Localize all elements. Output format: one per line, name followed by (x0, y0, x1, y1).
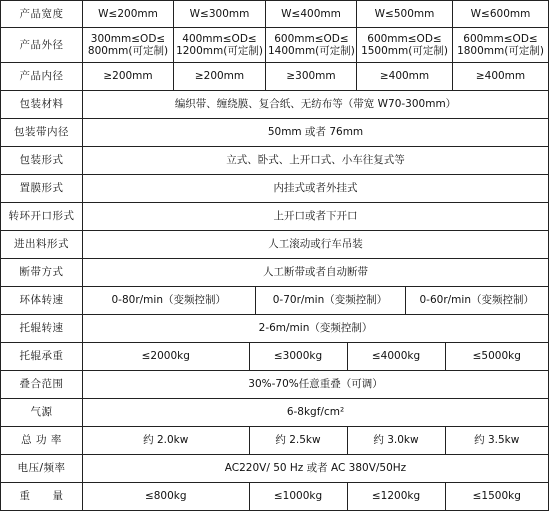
outer-line-1: 300mm≤OD≤ (90, 32, 166, 45)
cell-weight-2: ≤1000kg (249, 483, 347, 510)
row-air-source (1, 399, 549, 427)
cell-power-3: 约 3.0kw (347, 427, 445, 454)
row-label: 转环开口形式 (1, 203, 83, 231)
row-roller-load (1, 343, 549, 371)
row-label: 气源 (1, 399, 83, 427)
cell-inner-1: ≥200mm (83, 63, 174, 91)
total-power-subtable (83, 427, 548, 454)
cell-outer-4 (357, 28, 453, 63)
cell-roller-speed: 2-6m/min（变频控制） (83, 315, 549, 343)
row-label: 断带方式 (1, 259, 83, 287)
row-tape-inner-diameter (1, 119, 549, 147)
cell-width-1: W≤200mm (83, 1, 174, 28)
row-label: 环体转速 (1, 287, 83, 315)
cell-roller-load-1: ≤2000kg (141, 350, 190, 362)
cell-tape-cut: 人工断带或者自动断带 (83, 259, 549, 287)
weight-subtable (83, 483, 548, 510)
cell-ring-speed-1: 0-80r/min（变频控制） (111, 294, 226, 306)
row-product-width (1, 1, 549, 28)
row-ring-speed (1, 287, 549, 315)
cell-ring-speed-2: 0-70r/min（变频控制） (255, 287, 405, 314)
row-feed-form (1, 231, 549, 259)
row-weight (1, 483, 549, 511)
outer-line-1: 600mm≤OD≤ (463, 32, 538, 45)
row-label: 产品外径 (1, 28, 83, 63)
row-label: 置膜形式 (1, 175, 83, 203)
outer-line-1: 600mm≤OD≤ (367, 32, 442, 45)
cell-width-2: W≤300mm (174, 1, 266, 28)
cell-weight-1: ≤800kg (144, 490, 187, 502)
cell-outer-2 (174, 28, 266, 63)
roller-load-subtable (83, 343, 548, 370)
cell-packaging-form: 立式、卧式、上开口式、小车往复式等 (83, 147, 549, 175)
row-label: 包装带内径 (1, 119, 83, 147)
row-label: 托辊转速 (1, 315, 83, 343)
row-tape-cut (1, 259, 549, 287)
row-label: 产品内径 (1, 63, 83, 91)
outer-line-1: 600mm≤OD≤ (274, 32, 349, 45)
cell-outer-3 (266, 28, 357, 63)
row-inner-diameter (1, 63, 549, 91)
cell-width-3: W≤400mm (266, 1, 357, 28)
outer-line-2: 1500mm(可定制) (361, 44, 448, 57)
row-roller-speed (1, 315, 549, 343)
cell-roller-load-2: ≤3000kg (249, 343, 347, 370)
outer-line-2: 1800mm(可定制) (457, 44, 544, 57)
ring-speed-subtable (83, 287, 548, 314)
cell-power-4: 约 3.5kw (445, 427, 548, 454)
cell-inner-3: ≥300mm (266, 63, 357, 91)
cell-power-2: 约 2.5kw (249, 427, 347, 454)
row-outer-diameter (1, 28, 549, 63)
cell-width-4: W≤500mm (357, 1, 453, 28)
row-packaging-form (1, 147, 549, 175)
row-overlap-range (1, 371, 549, 399)
row-label: 电压/频率 (1, 455, 83, 483)
cell-outer-5 (453, 28, 549, 63)
row-label: 总 功 率 (1, 427, 83, 455)
row-total-power (1, 427, 549, 455)
row-label: 产品宽度 (1, 1, 83, 28)
cell-inner-2: ≥200mm (174, 63, 266, 91)
cell-ring-opening: 上开口或者下开口 (83, 203, 549, 231)
outer-line-2: 1200mm(可定制) (176, 44, 263, 57)
cell-packaging-material: 编织带、缠绕膜、复合纸、无纺布等（带宽 W70-300mm） (83, 91, 549, 119)
row-label: 重 量 (1, 483, 83, 511)
cell-weight-group (83, 483, 549, 511)
outer-line-2: 1400mm(可定制) (268, 44, 355, 57)
cell-air-source: 6-8kgf/cm² (83, 399, 549, 427)
cell-power-1: 约 2.0kw (143, 434, 189, 446)
cell-feed-form: 人工滚动或行车吊装 (83, 231, 549, 259)
outer-line-1: 400mm≤OD≤ (182, 32, 257, 45)
cell-film-mount: 内挂式或者外挂式 (83, 175, 549, 203)
cell-roller-load-3: ≤4000kg (347, 343, 445, 370)
cell-width-5: W≤600mm (453, 1, 549, 28)
row-label: 叠合范围 (1, 371, 83, 399)
outer-line-2: 800mm(可定制) (87, 44, 169, 57)
cell-weight-3: ≤1200kg (347, 483, 445, 510)
cell-inner-5: ≥400mm (453, 63, 549, 91)
cell-total-power-group (83, 427, 549, 455)
row-voltage-frequency (1, 455, 549, 483)
cell-outer-1 (83, 28, 174, 63)
row-label: 进出料形式 (1, 231, 83, 259)
cell-voltage-frequency: AC220V/ 50 Hz 或者 AC 380V/50Hz (83, 455, 549, 483)
row-ring-opening (1, 203, 549, 231)
cell-weight-4: ≤1500kg (445, 483, 548, 510)
cell-overlap-range: 30%-70%任意重叠（可调） (83, 371, 549, 399)
row-film-mount (1, 175, 549, 203)
row-packaging-material (1, 91, 549, 119)
row-label: 包装材料 (1, 91, 83, 119)
cell-ring-speed-group (83, 287, 549, 315)
row-label: 托辊承重 (1, 343, 83, 371)
cell-inner-4: ≥400mm (357, 63, 453, 91)
cell-roller-load-4: ≤5000kg (445, 343, 548, 370)
row-label: 包装形式 (1, 147, 83, 175)
cell-roller-load-group (83, 343, 549, 371)
cell-ring-speed-3: 0-60r/min（变频控制） (405, 287, 548, 314)
cell-tape-inner-diameter: 50mm 或者 76mm (83, 119, 549, 147)
